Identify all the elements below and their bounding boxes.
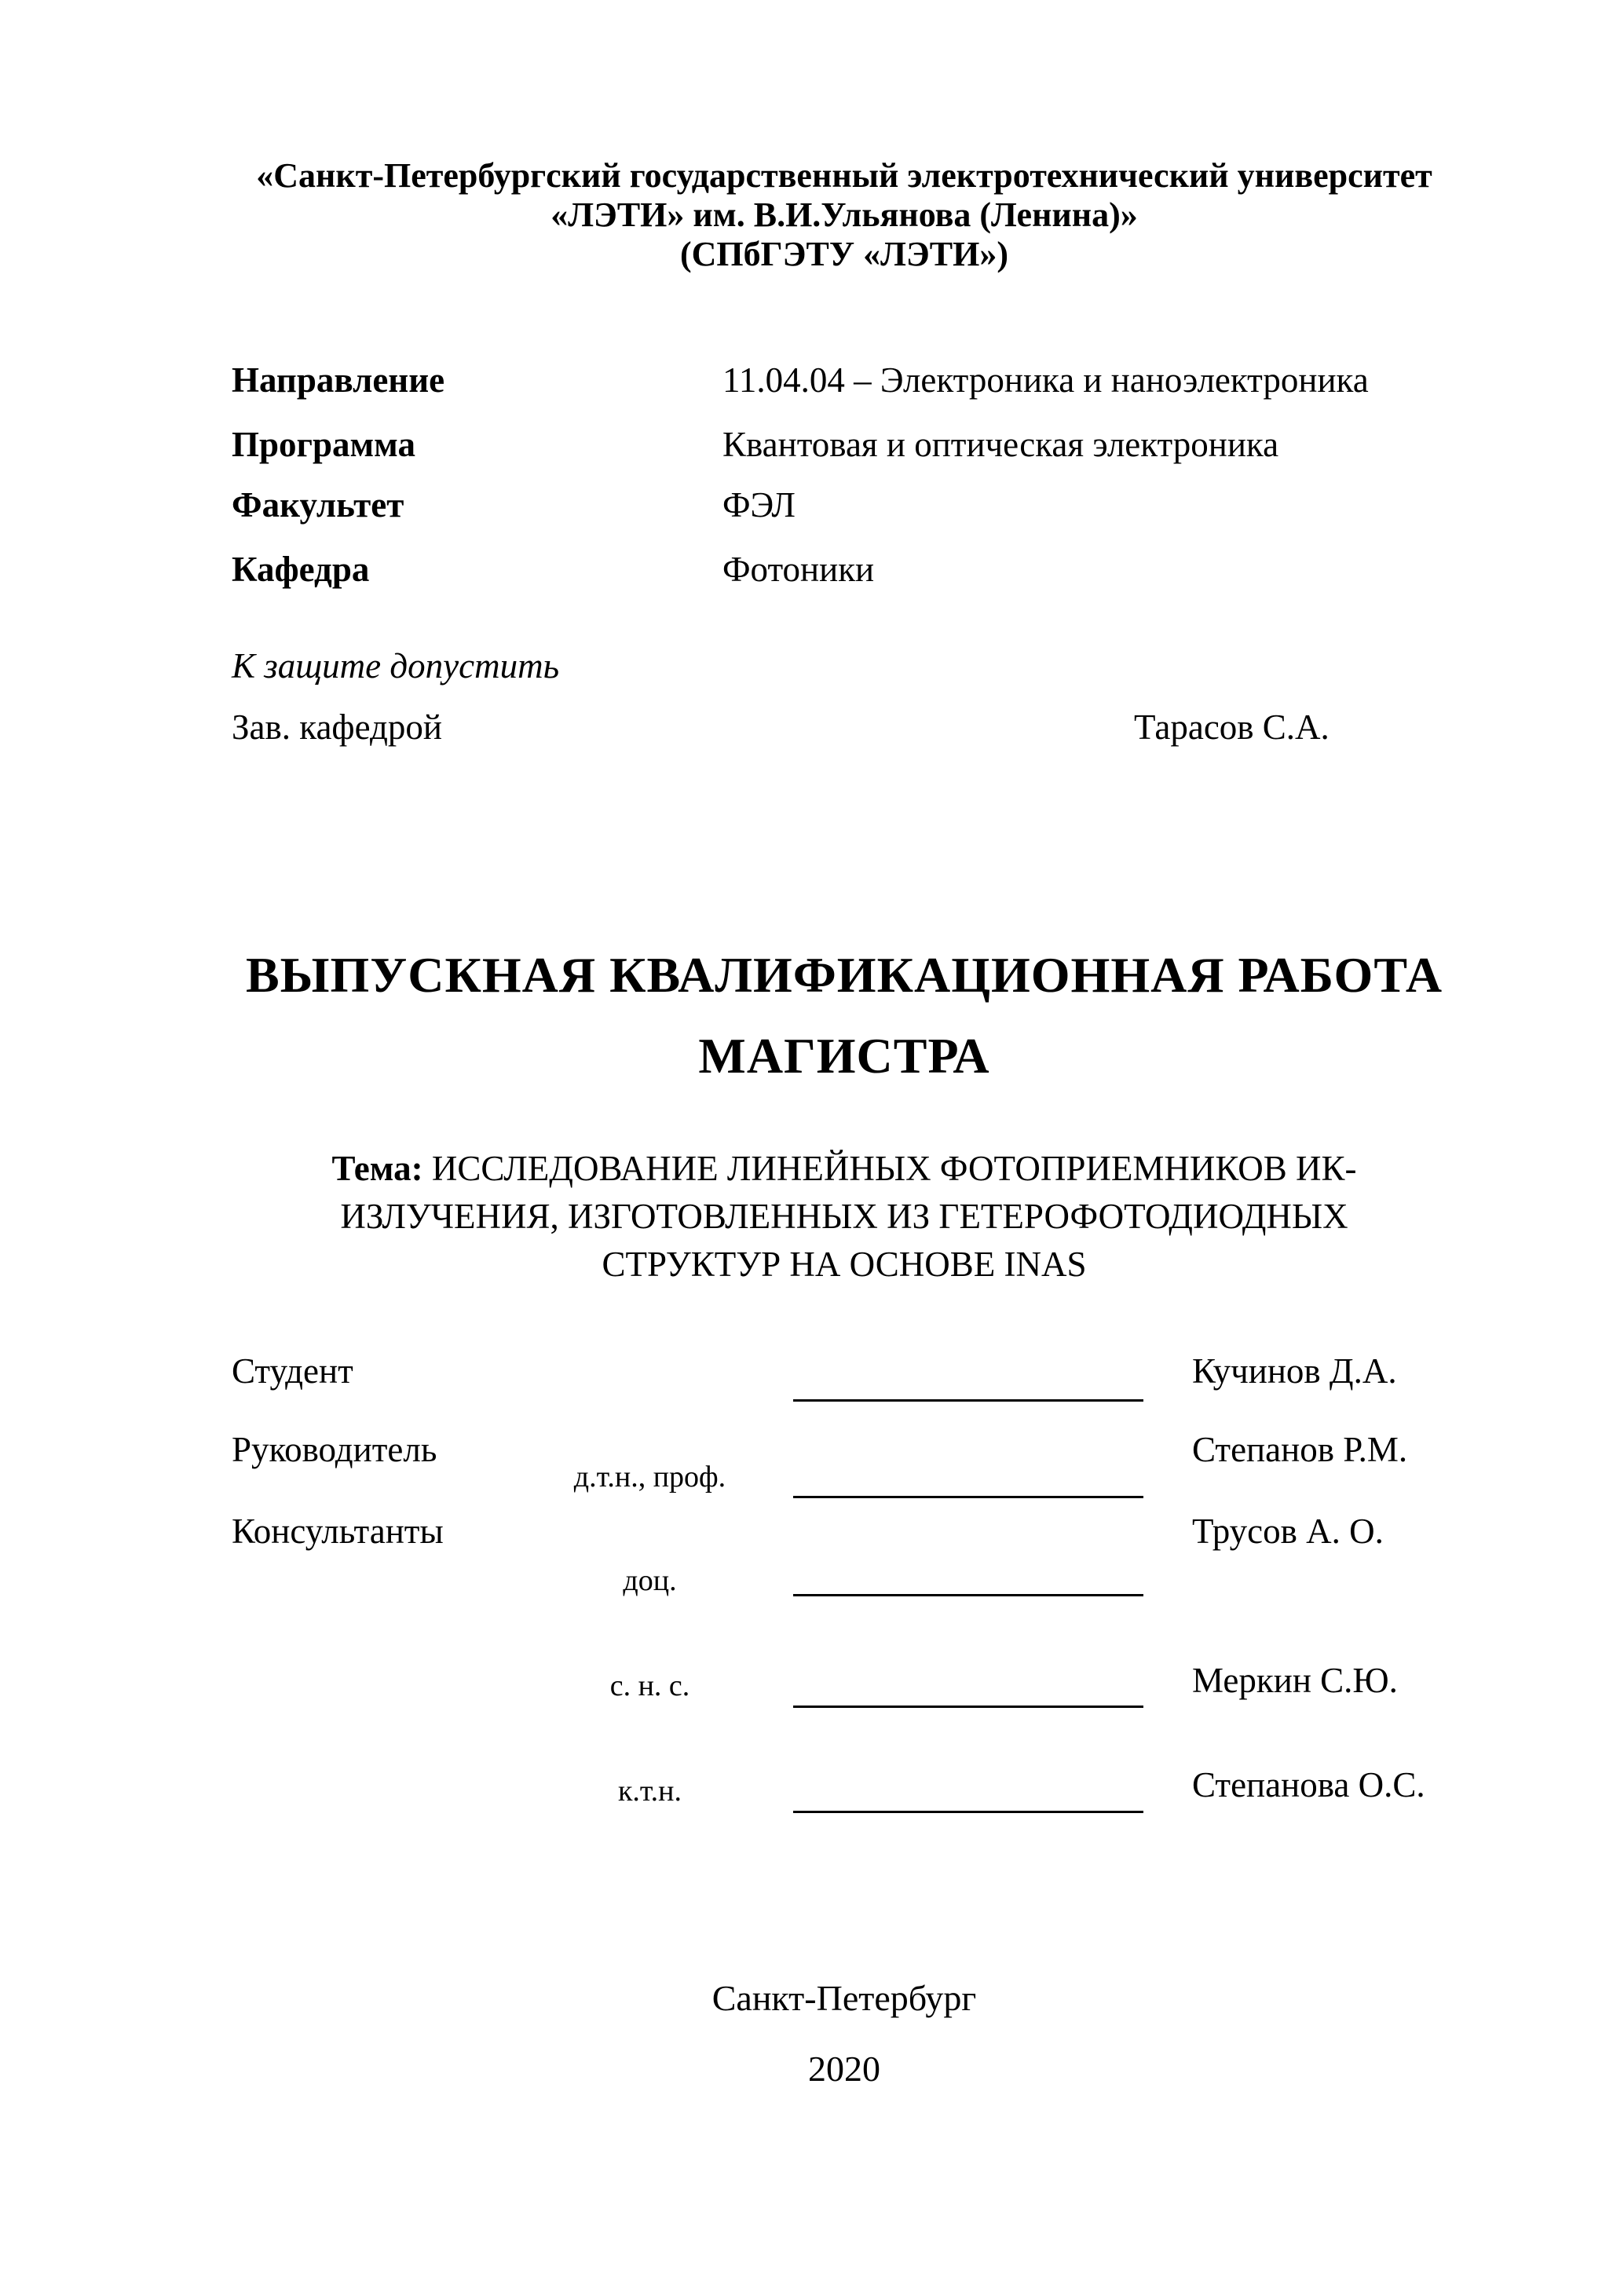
theme-block: [236, 1145, 1453, 1289]
work-title-line-2: МАГИСТРА: [698, 1028, 990, 1084]
admission-head-name: Тарасов С.А.: [1134, 707, 1330, 747]
signature-role-consultants: Консультанты: [232, 1512, 444, 1551]
field-value-direction: 11.04.04 – Электроника и наноэлектроника: [722, 360, 1369, 400]
signature-name-consultant-1: Трусов А. О.: [1192, 1512, 1384, 1551]
signature-line: [793, 1464, 1143, 1498]
field-value-program: Квантовая и оптическая электроника: [722, 425, 1279, 464]
theme-line-2: ИЗЛУЧЕНИЯ, ИЗГОТОВЛЕННЫХ ИЗ ГЕТЕРОФОТОДИОДНЫХ: [340, 1197, 1348, 1236]
university-name-line-1: «Санкт-Петербургский государственный электротехнический университет: [256, 156, 1432, 195]
signature-name-consultant-3: Степанова О.С.: [1192, 1765, 1425, 1804]
university-name-line-2: «ЛЭТИ» им. В.И.Ульянова (Ленина)»: [550, 196, 1138, 234]
field-value-department: Фотоники: [722, 550, 875, 589]
footer-city: Санкт-Петербург: [711, 1978, 977, 2018]
admission-position: Зав. кафедрой: [232, 707, 442, 747]
university-name-line-3: (СПбГЭТУ «ЛЭТИ»): [680, 235, 1008, 273]
signature-degree-supervisor: д.т.н., проф.: [573, 1461, 726, 1493]
admission-note: К защите допустить: [232, 646, 560, 686]
signature-name-consultant-2: Меркин С.Ю.: [1192, 1661, 1398, 1700]
theme-line-1: [236, 1145, 1453, 1193]
field-label-program: Программа: [232, 425, 415, 464]
signature-line: [793, 1779, 1143, 1813]
field-label-direction: Направление: [232, 360, 445, 400]
footer-year: 2020: [808, 2049, 880, 2089]
field-label-department: Кафедра: [232, 550, 370, 589]
signature-line: [793, 1368, 1143, 1402]
signature-degree-consultant-3: к.т.н.: [617, 1775, 682, 1808]
field-value-faculty: ФЭЛ: [722, 485, 796, 525]
university-header: [236, 156, 1453, 274]
theme-prefix: Тема:: [331, 1149, 423, 1188]
field-label-faculty: Факультет: [232, 485, 404, 525]
signature-name-supervisor: Степанов Р.М.: [1192, 1430, 1408, 1469]
signature-degree-consultant-1: доц.: [623, 1564, 677, 1597]
theme-line-3: СТРУКТУР НА ОСНОВЕ INAS: [602, 1245, 1087, 1284]
work-title-line-1: ВЫПУСКНАЯ КВАЛИФИКАЦИОННАЯ РАБОТА: [245, 947, 1443, 1003]
theme-line-1-text: ИССЛЕДОВАНИЕ ЛИНЕЙНЫХ ФОТОПРИЕМНИКОВ ИК-: [422, 1149, 1357, 1188]
signature-degree-consultant-2: с. н. с.: [609, 1669, 690, 1702]
signature-line: [793, 1563, 1143, 1596]
signature-line: [793, 1674, 1143, 1708]
signature-name-student: Кучинов Д.А.: [1192, 1351, 1397, 1391]
signature-role-student: Студент: [232, 1351, 353, 1391]
signature-role-supervisor: Руководитель: [232, 1430, 437, 1469]
